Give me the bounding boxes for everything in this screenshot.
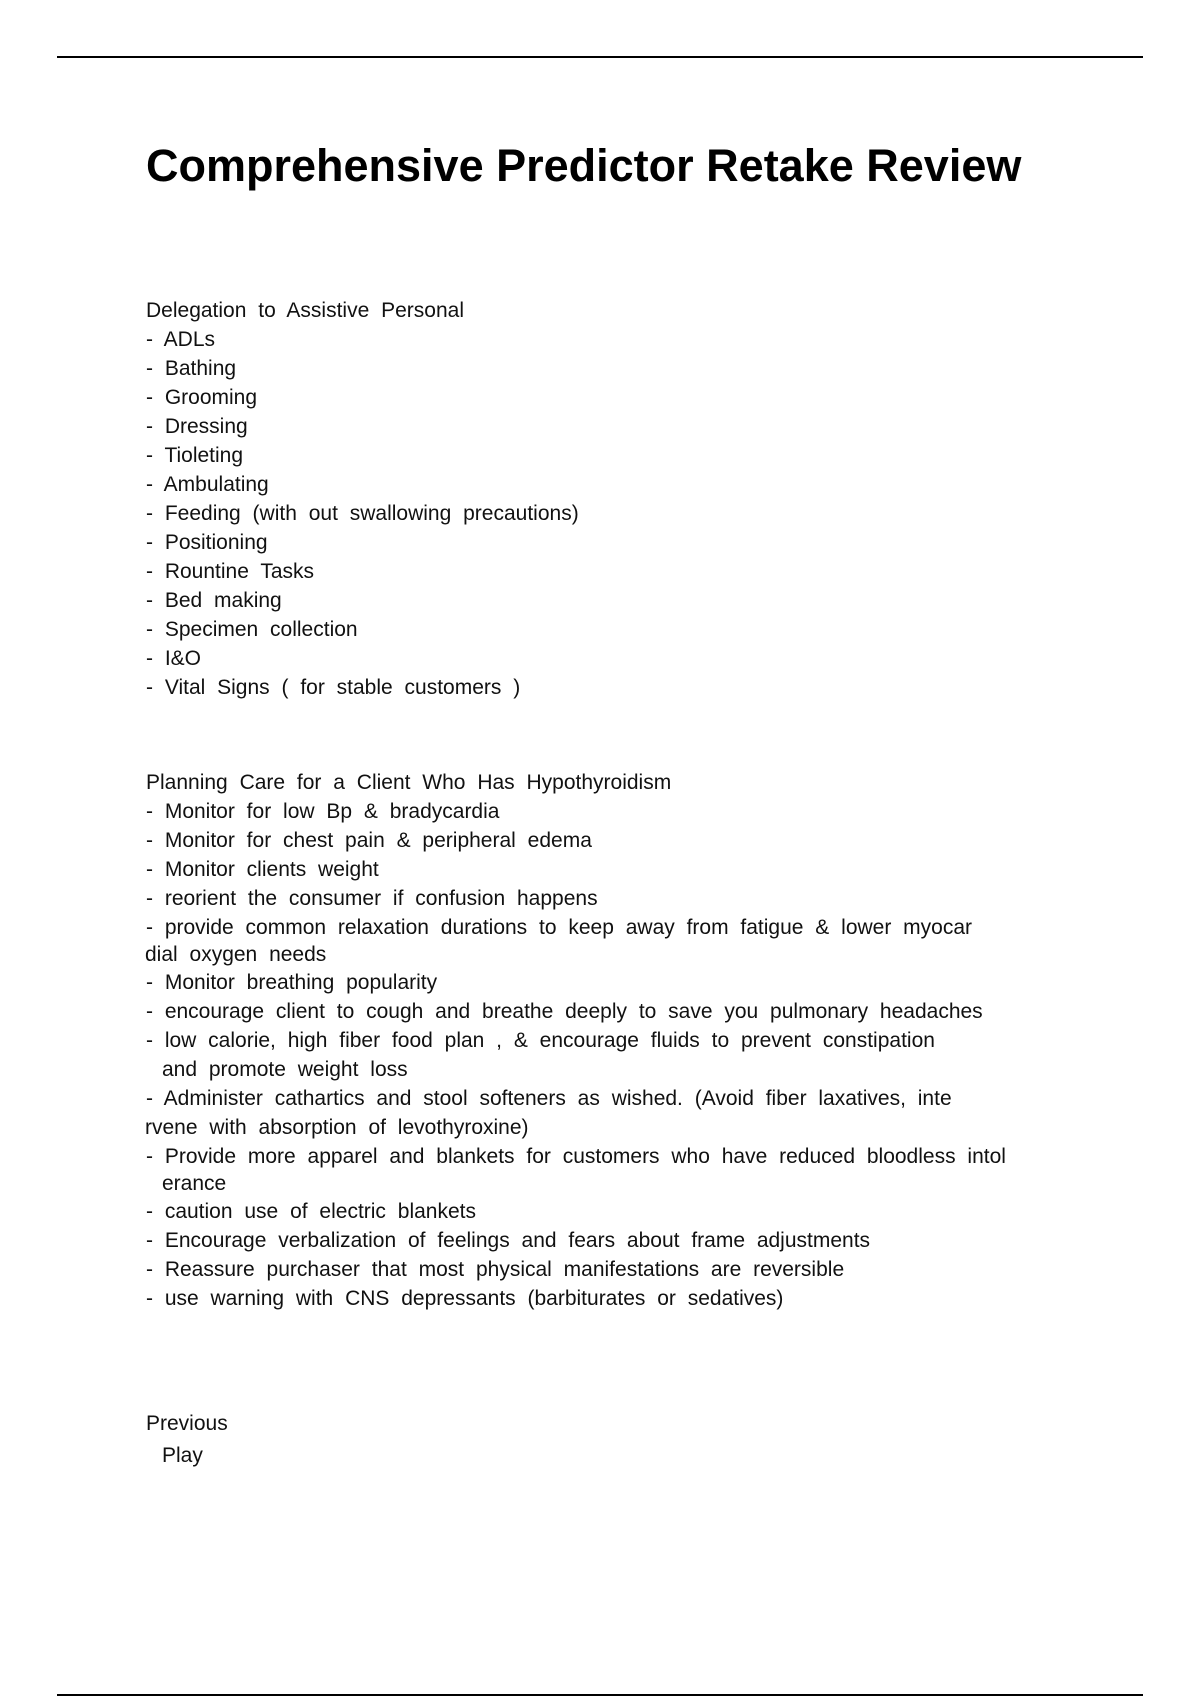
list-item: - Provide more apparel and blankets for customers who have reduced bloodless intol	[146, 1145, 1006, 1168]
list-item: - Vital Signs ( for stable customers )	[146, 676, 521, 699]
page-navigation	[146, 1408, 228, 1472]
list-item: - Monitor clients weight	[146, 858, 379, 881]
list-item: - Administer cathartics and stool softeners as wished. (Avoid fiber laxatives, inte	[146, 1087, 952, 1110]
list-item: - Bed making	[146, 589, 282, 612]
list-item-continuation: rvene with absorption of levothyroxine)	[145, 1116, 529, 1139]
bottom-divider	[57, 1694, 1143, 1696]
list-item-continuation: dial oxygen needs	[145, 943, 327, 966]
list-item: - use warning with CNS depressants (barbiturates or sedatives)	[146, 1287, 784, 1310]
list-item: - Reassure purchaser that most physical manifestations are reversible	[146, 1258, 845, 1281]
document-title: Comprehensive Predictor Retake Review	[146, 140, 1022, 191]
list-item: - encourage client to cough and breathe deeply to save you pulmonary headaches	[146, 1000, 983, 1023]
list-item: - caution use of electric blankets	[146, 1200, 476, 1223]
list-item-continuation: erance	[162, 1172, 227, 1195]
list-item: - low calorie, high fiber food plan , & encourage fluids to prevent constipation	[146, 1029, 935, 1052]
list-item: - Monitor breathing popularity	[146, 971, 438, 994]
list-item: - Feeding (with out swallowing precautions)	[146, 502, 579, 525]
list-item: - Ambulating	[146, 473, 269, 496]
section-delegation	[146, 296, 1096, 702]
list-item: - Monitor for low Bp & bradycardia	[146, 800, 500, 823]
list-item: - Specimen collection	[146, 618, 358, 641]
list-item: - ADLs	[146, 328, 216, 351]
section-heading: Delegation to Assistive Personal	[146, 299, 464, 322]
top-divider	[57, 56, 1143, 58]
list-item: - Rountine Tasks	[146, 560, 315, 583]
section-heading: Planning Care for a Client Who Has Hypothyroidism	[146, 771, 672, 794]
list-item: - reorient the consumer if confusion happens	[146, 887, 598, 910]
list-item: - Dressing	[146, 415, 248, 438]
section-hypothyroidism	[146, 768, 1096, 1313]
list-item: - Positioning	[146, 531, 268, 554]
list-item: - I&O	[146, 647, 202, 670]
play-link[interactable]: Play	[162, 1444, 203, 1467]
list-item: - Tioleting	[146, 444, 244, 467]
previous-link[interactable]: Previous	[146, 1412, 228, 1435]
list-item: - provide common relaxation durations to keep away from fatigue & lower myocar	[146, 916, 973, 939]
list-item: - Encourage verbalization of feelings and fears about frame adjustments	[146, 1229, 871, 1252]
list-item: - Grooming	[146, 386, 258, 409]
list-item-continuation: and promote weight loss	[162, 1058, 408, 1081]
list-item: - Monitor for chest pain & peripheral edema	[146, 829, 592, 852]
list-item: - Bathing	[146, 357, 237, 380]
